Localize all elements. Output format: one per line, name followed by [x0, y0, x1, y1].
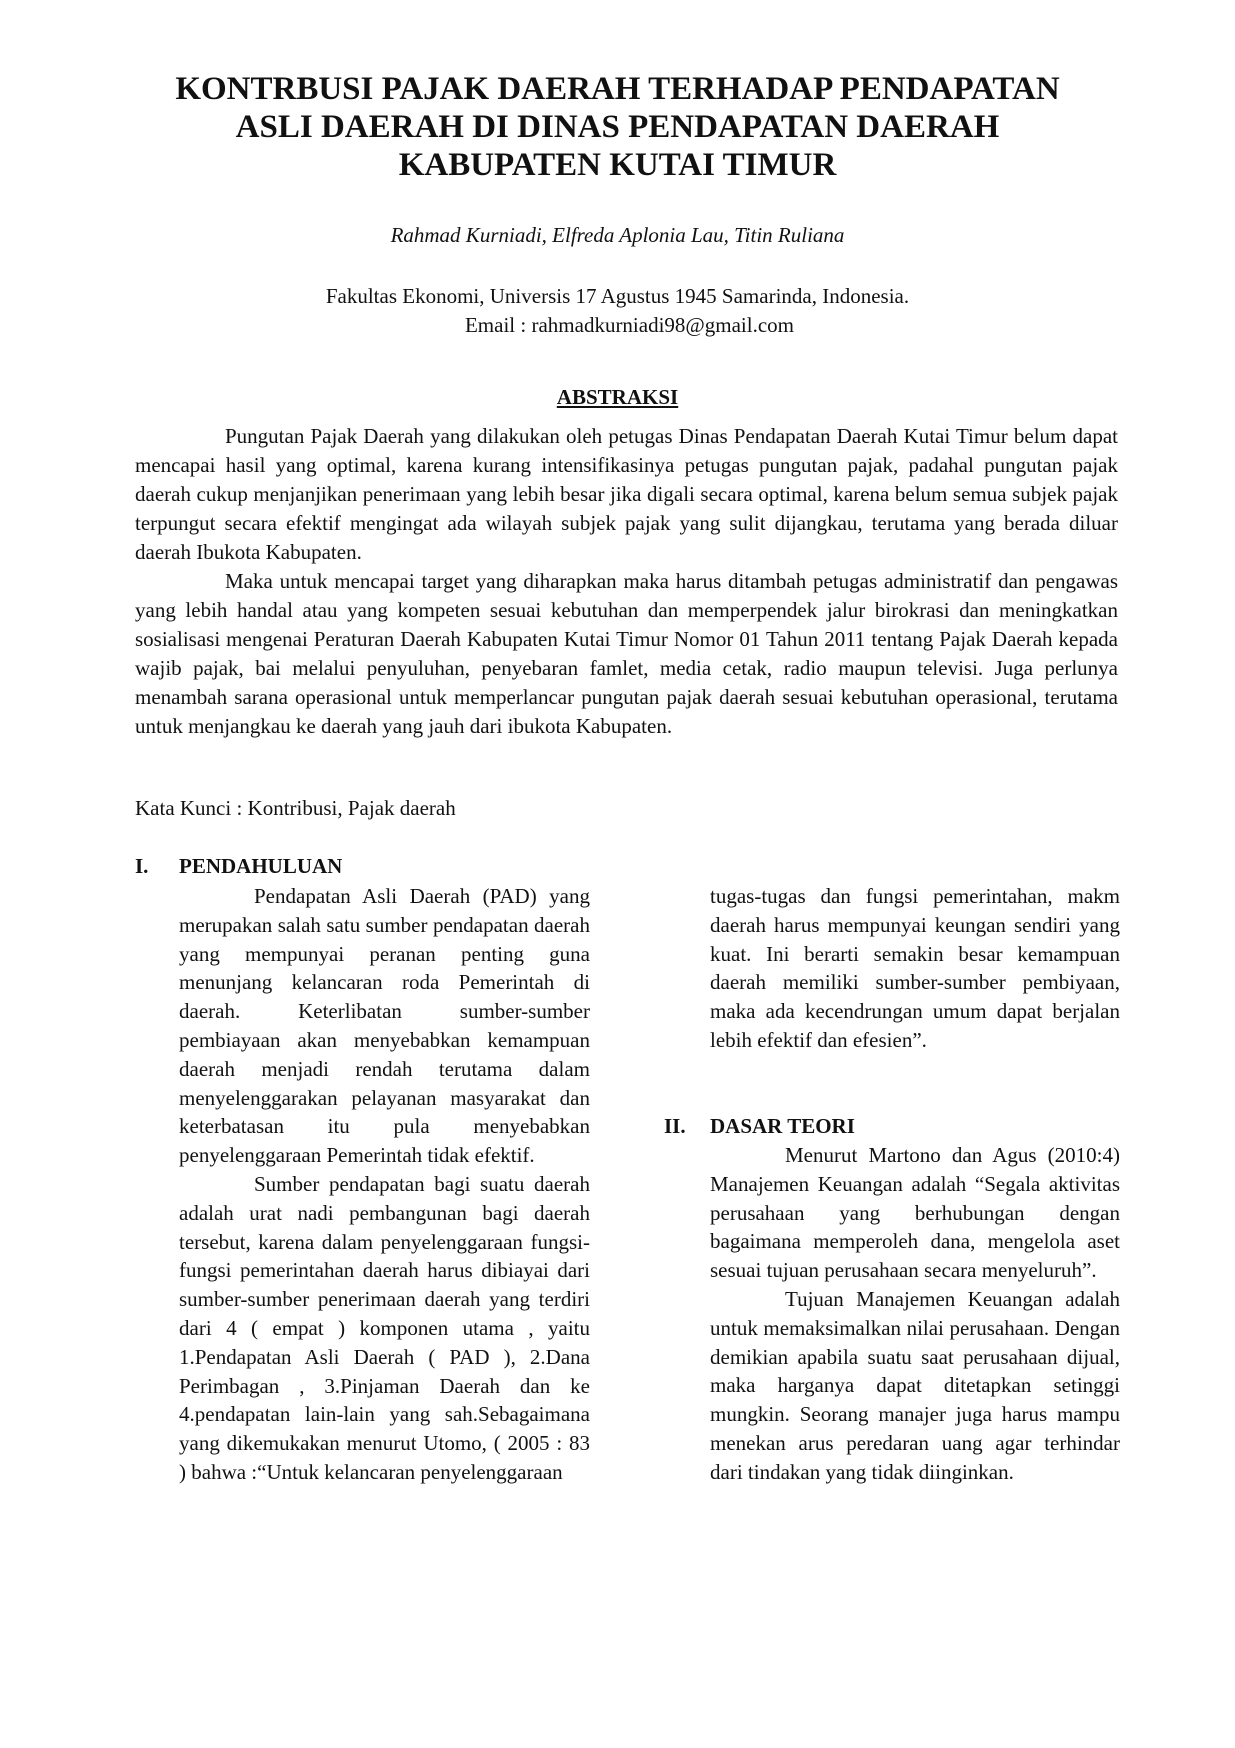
paper-title	[130, 70, 1105, 184]
section-heading-dasar-teori	[664, 1113, 855, 1139]
section-number: II.	[664, 1114, 686, 1138]
affiliation-block	[0, 282, 1235, 340]
abstract-heading: ABSTRAKSI	[556, 385, 679, 409]
title-line: KABUPATEN KUTAI TIMUR	[398, 147, 837, 183]
right-column-continuation	[710, 882, 1120, 1055]
section-number: I.	[135, 854, 149, 878]
title-line: KONTRBUSI PAJAK DAERAH TERHADAP PENDAPATAN	[175, 71, 1060, 107]
right-column-dasar-teori	[710, 1141, 1120, 1487]
body-paragraph: Tujuan Manajemen Keuangan adalah untuk memaksimalkan nilai perusahaan. Dengan demikian apabila suatu saat perusahaan dijual, maka harganya dapat ditetapkan setinggi mungkin. Seorang manajer juga harus mampu menekan arus peredaran uang agar terhindar dari tindakan yang tidak diinginkan.	[710, 1286, 1120, 1484]
section-heading-pendahuluan	[135, 853, 342, 879]
body-paragraph: tugas-tugas dan fungsi pemerintahan, makm daerah harus mempunyai keungan sendiri yang kuat. Ini berarti semakin besar kemampuan daerah memiliki sumber-sumber pembiyaan, maka ada kecendrungan umum dapat berjalan lebih efektif dan efesien”.	[710, 884, 1120, 1052]
left-column	[179, 882, 590, 1487]
body-paragraph: Sumber pendapatan bagi suatu daerah adalah urat nadi pembangunan bagi daerah tersebut, karena dalam penyelenggaraan fungsi-fungsi pemerintahan daerah harus dibiayai dari sumber-sumber penerimaan daerah yang terdiri dari 4 ( empat ) komponen utama , yaitu 1.Pendapatan Asli Daerah ( PAD ), 2.Dana Perimbagan , 3.Pinjaman Daerah dan ke 4.pendapatan lain-lain yang sah.Sebagaimana yang dikemukakan menurut Utomo, ( 2005 : 83 ) bahwa :“Untuk kelancaran penyelenggaraan	[179, 1171, 590, 1484]
abstract-body	[135, 422, 1118, 741]
abstract-paragraph: Maka untuk mencapai target yang diharapkan maka harus ditambah petugas administratif dan pengawas yang lebih handal atau yang kompeten sesuai kebutuhan dan memperpendek jalur birokrasi dan meningkatkan sosialisasi mengenai Peraturan Daerah Kabupaten Kutai Timur Nomor 01 Tahun 2011 tentang Pajak Daerah kepada wajib pajak, bai melalui penyuluhan, penyebaran famlet, media cetak, radio maupun televisi. Juga perlunya menambah sarana operasional untuk memperlancar pungutan pajak daerah sesuai kebutuhan operasional, terutama untuk menjangkau ke daerah yang jauh dari ibukota Kabupaten.	[135, 569, 1118, 738]
section-title: PENDAHULUAN	[179, 854, 343, 878]
author-email: Email : rahmadkurniadi98@gmail.com	[464, 313, 794, 337]
body-paragraph: Pendapatan Asli Daerah (PAD) yang merupakan salah satu sumber pendapatan daerah yang mempunyai peranan penting guna menunjang kelancaran roda Pemerintah di daerah. Keterlibatan sumber-sumber pembiayaan akan menyebabkan kemampuan daerah menjadi rendah terutama dalam menyelenggarakan pelayanan masyarakat dan keterbatasan itu pula menyebabkan penyelenggaraan Pemerintah tidak efektif.	[179, 884, 590, 1168]
section-title: DASAR TEORI	[710, 1114, 855, 1138]
abstract-paragraph: Pungutan Pajak Daerah yang dilakukan oleh petugas Dinas Pendapatan Daerah Kutai Timur belum dapat mencapai hasil yang optimal, karena kurang intensifikasinya petugas pungutan pajak, padahal pungutan pajak daerah cukup menjanjikan penerimaan yang lebih besar jika digali secara optimal, karena belum semua subjek pajak terpungut secara efektif mengingat ada wilayah subjek pajak yang sulit dijangkau, terutama yang berada diluar daerah Ibukota Kabupaten.	[135, 424, 1118, 564]
title-line: ASLI DAERAH DI DINAS PENDAPATAN DAERAH	[235, 109, 1000, 145]
author-list: Rahmad Kurniadi, Elfreda Aplonia Lau, Titin Ruliana	[390, 223, 845, 247]
body-paragraph: Menurut Martono dan Agus (2010:4) Manajemen Keuangan adalah “Segala aktivitas perusahaan yang berhubungan dengan bagaimana memperoleh dana, mengelola aset sesuai tujuan perusahaan secara menyeluruh”.	[710, 1143, 1120, 1283]
keywords: Kata Kunci : Kontribusi, Pajak daerah	[135, 796, 456, 820]
affiliation: Fakultas Ekonomi, Universis 17 Agustus 1945 Samarinda, Indonesia.	[325, 284, 910, 308]
